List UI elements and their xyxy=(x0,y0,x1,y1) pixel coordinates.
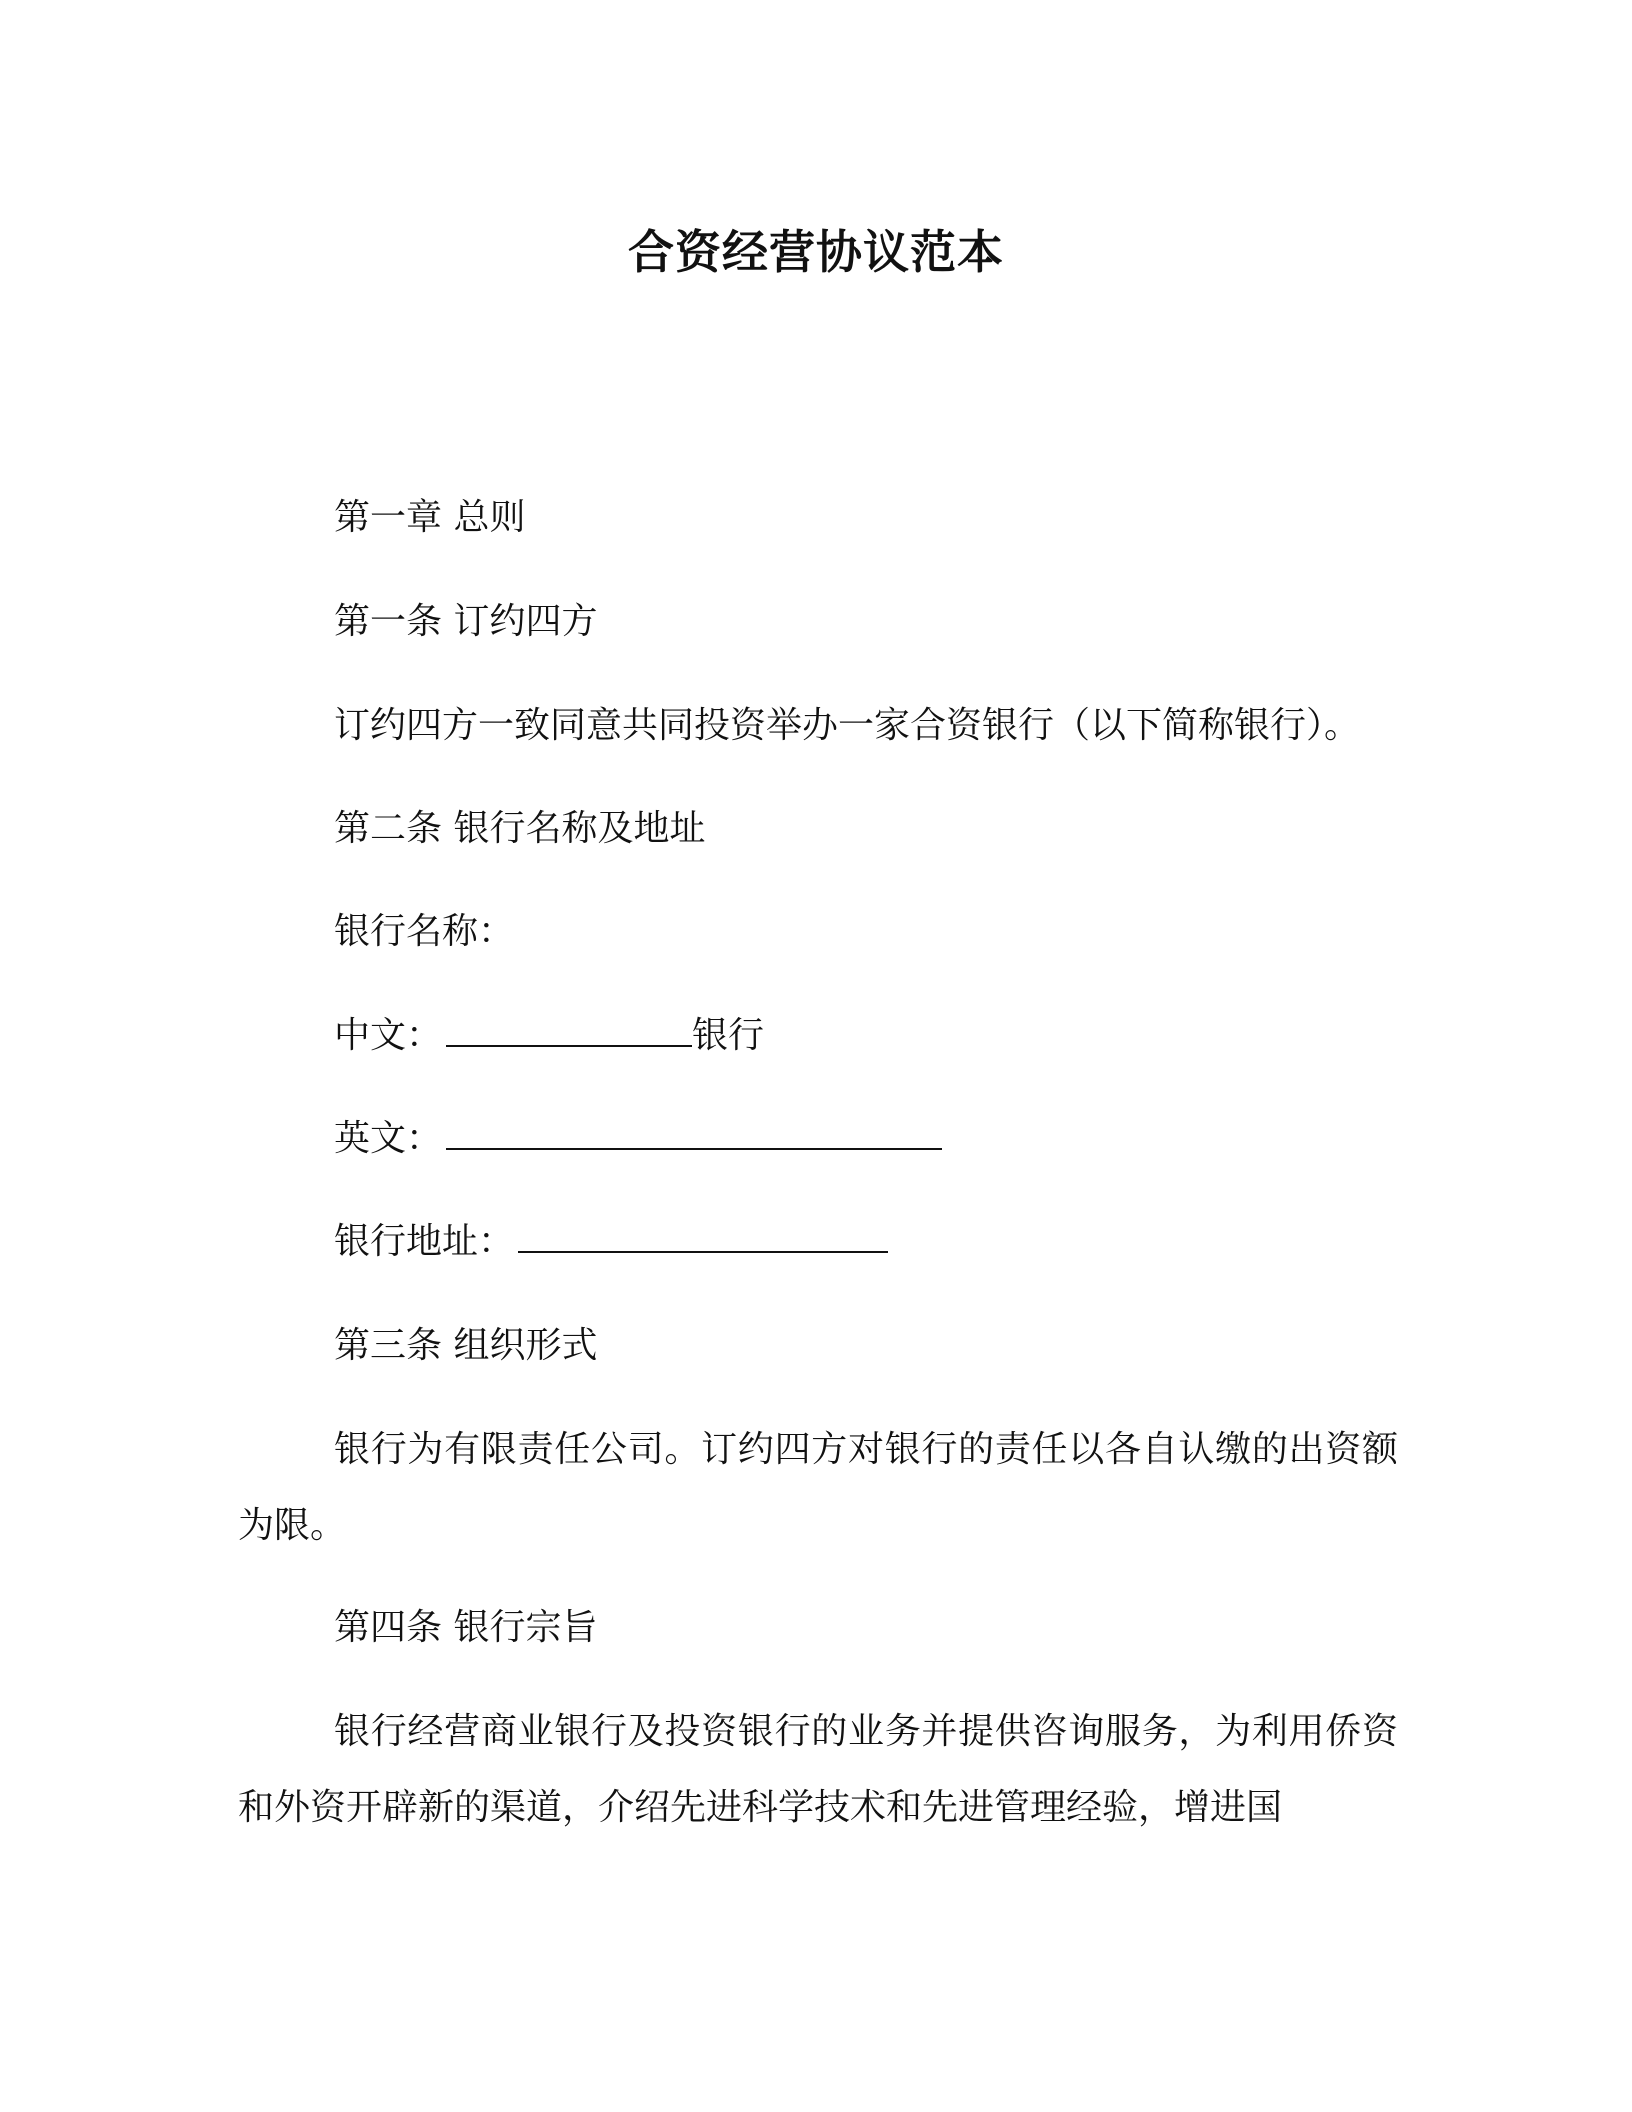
english-name-label: 英文： xyxy=(334,1118,443,1159)
article-1-text: 订约四方一致同意共同投资举办一家合资银行（以下简称银行）。 xyxy=(334,705,1361,746)
article-2-heading: 第二条 银行名称及地址 xyxy=(334,808,706,849)
bank-name-label: 银行名称： xyxy=(334,911,515,952)
chinese-name-blank xyxy=(446,1015,692,1047)
chinese-name-row xyxy=(334,1012,764,1060)
article-3-text: 银行为有限责任公司。订约四方对银行的责任以各自认缴的出资额为限。 xyxy=(238,1429,1398,1546)
chinese-name-label: 中文： xyxy=(334,1015,443,1056)
english-name-row xyxy=(334,1115,942,1163)
bank-address-label: 银行地址： xyxy=(334,1221,515,1262)
article-3-heading: 第三条 组织形式 xyxy=(334,1325,598,1366)
chapter-heading: 第一章 总则 xyxy=(334,497,526,538)
bank-address-blank xyxy=(518,1221,888,1253)
bank-address-row xyxy=(334,1218,888,1266)
article-4-text: 银行经营商业银行及投资银行的业务并提供咨询服务，为利用侨资和外资开辟新的渠道，介绍先进科学技术和先进管理经验，增进国 xyxy=(238,1711,1398,1828)
chinese-name-suffix: 银行 xyxy=(692,1015,765,1056)
document-title: 合资经营协议范本 xyxy=(628,225,1004,279)
article-4-heading: 第四条 银行宗旨 xyxy=(334,1607,598,1648)
english-name-blank xyxy=(446,1118,942,1150)
article-1-heading: 第一条 订约四方 xyxy=(334,601,598,642)
